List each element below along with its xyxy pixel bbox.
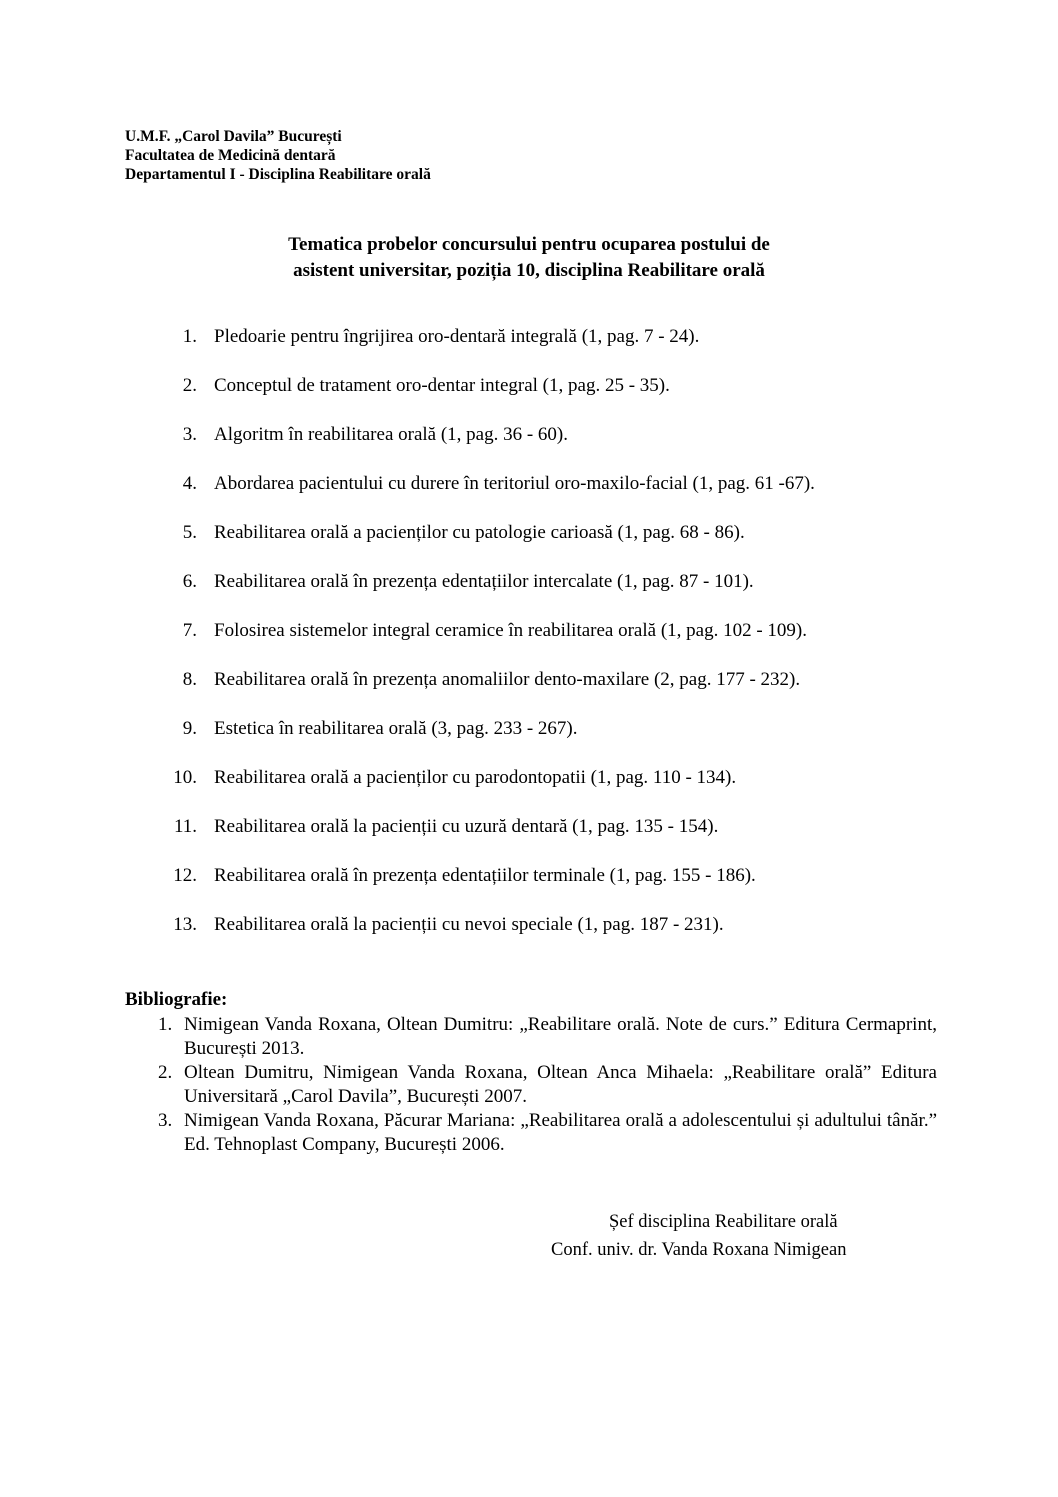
topic-number: 3. xyxy=(182,424,197,445)
topic-number: 6. xyxy=(182,571,197,592)
bibliography-number: 2. xyxy=(158,1062,173,1083)
bibliography-number: 3. xyxy=(158,1110,173,1131)
bibliography-item xyxy=(130,1061,937,1109)
topic-text: Algoritm în reabilitarea orală (1, pag. 36 - 60). xyxy=(214,424,569,445)
department-name: Departamentul I - Disciplina Reabilitare orală xyxy=(125,166,431,183)
topic-number: 9. xyxy=(182,718,197,739)
signature-role: Șef disciplina Reabilitare orală xyxy=(609,1212,838,1232)
document-title xyxy=(0,232,1058,284)
topic-text: Conceptul de tratament oro-dentar integral (1, pag. 25 - 35). xyxy=(214,375,670,396)
bibliography-text: Nimigean Vanda Roxana, Păcurar Mariana: „Reabilitarea orală a adolescentului și adultului tânăr.” Ed. Tehnoplast Company, București 2006. xyxy=(184,1110,937,1155)
title-line-1: Tematica probelor concursului pentru ocuparea postului de xyxy=(288,234,770,255)
topic-number: 12. xyxy=(173,865,197,886)
topic-text: Reabilitarea orală în prezența edentațiilor intercalate (1, pag. 87 - 101). xyxy=(214,571,754,592)
topic-number: 8. xyxy=(182,669,197,690)
topic-text: Abordarea pacientului cu durere în teritoriul oro-maxilo-facial (1, pag. 61 -67). xyxy=(214,473,815,494)
bibliography-text: Nimigean Vanda Roxana, Oltean Dumitru: „Reabilitare orală. Note de curs.” Editura Cermaprint, București 2013. xyxy=(184,1014,937,1059)
bibliography-heading: Bibliografie: xyxy=(125,989,228,1010)
bibliography-item xyxy=(130,1013,937,1061)
bibliography-text: Oltean Dumitru, Nimigean Vanda Roxana, Oltean Anca Mihaela: „Reabilitare orală” Editura Universitară „Carol Davila”, București 2007. xyxy=(184,1062,937,1107)
topic-text: Reabilitarea orală a pacienților cu patologie carioasă (1, pag. 68 - 86). xyxy=(214,522,745,543)
topic-text: Reabilitarea orală la pacienții cu uzură dentară (1, pag. 135 - 154). xyxy=(214,816,719,837)
topic-number: 4. xyxy=(182,473,197,494)
bibliography-list xyxy=(130,1013,937,1157)
topic-text: Pledoarie pentru îngrijirea oro-dentară integrală (1, pag. 7 - 24). xyxy=(214,326,700,347)
signature-name: Conf. univ. dr. Vanda Roxana Nimigean xyxy=(551,1240,847,1260)
university-name: U.M.F. „Carol Davila” București xyxy=(125,128,342,145)
topic-text: Reabilitarea orală în prezența anomaliilor dento-maxilare (2, pag. 177 - 232). xyxy=(214,669,801,690)
topic-text: Reabilitarea orală în prezența edentațiilor terminale (1, pag. 155 - 186). xyxy=(214,865,756,886)
topic-number: 1. xyxy=(182,326,197,347)
bibliography-number: 1. xyxy=(158,1014,173,1035)
topic-text: Reabilitarea orală a pacienților cu parodontopatii (1, pag. 110 - 134). xyxy=(214,767,737,788)
topic-number: 13. xyxy=(173,914,197,935)
title-line-2: asistent universitar, poziția 10, disciplina Reabilitare orală xyxy=(293,260,765,281)
topic-text: Estetica în reabilitarea orală (3, pag. 233 - 267). xyxy=(214,718,578,739)
topic-text: Folosirea sistemelor integral ceramice în reabilitarea orală (1, pag. 102 - 109). xyxy=(214,620,807,641)
topic-number: 10. xyxy=(173,767,197,788)
topic-number: 7. xyxy=(182,620,197,641)
topic-number: 5. xyxy=(182,522,197,543)
topic-number: 11. xyxy=(173,816,197,837)
faculty-name: Facultatea de Medicină dentară xyxy=(125,147,336,164)
topic-text: Reabilitarea orală la pacienții cu nevoi speciale (1, pag. 187 - 231). xyxy=(214,914,724,935)
institution-header xyxy=(125,127,431,184)
topic-number: 2. xyxy=(182,375,197,396)
bibliography-item xyxy=(130,1109,937,1157)
